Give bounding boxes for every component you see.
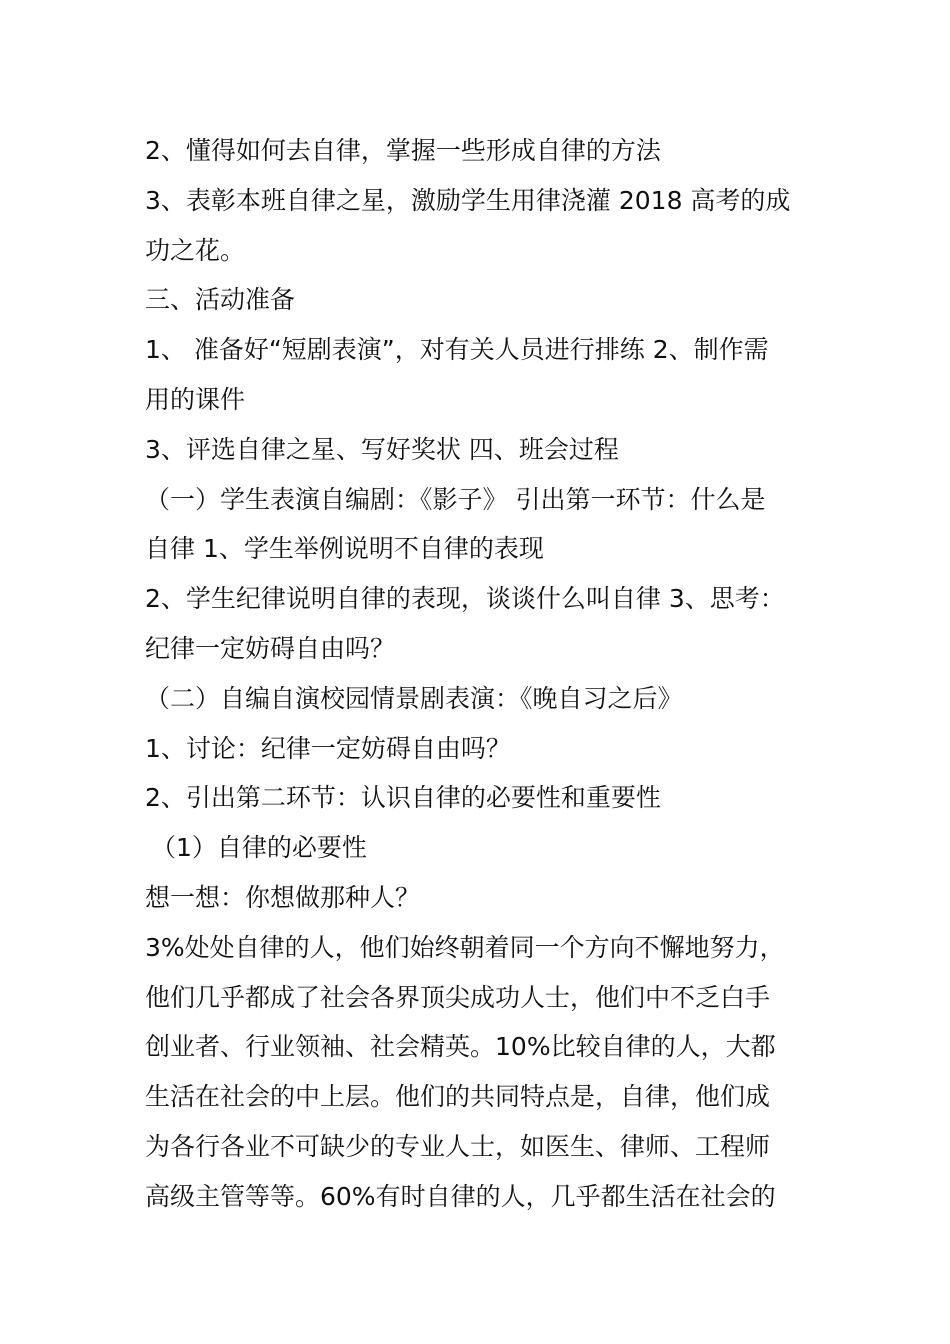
text-line: 创业者、行业领袖、社会精英。10%比较自律的人，大都	[145, 1032, 776, 1062]
text-line: 生活在社会的中上层。他们的共同特点是，自律，他们成	[145, 1082, 771, 1112]
text-line: 纪律一定妨碍自由吗？	[145, 633, 396, 663]
text-line: （一）学生表演自编剧：《影子》 引出第一环节：什么是	[145, 484, 766, 514]
text-line: （二）自编自演校园情景剧表演：《晚自习之后》	[145, 683, 683, 713]
text-line: 2、引出第二环节：认识自律的必要性和重要性	[145, 783, 661, 813]
text-line: 为各行各业不可缺少的专业人士，如医生、律师、工程师	[145, 1131, 771, 1161]
text-line: 1、 准备好“短剧表演”，对有关人员进行排练 2、制作需	[145, 335, 769, 365]
text-line: 功之花。	[145, 235, 246, 265]
document-body	[145, 126, 815, 1222]
text-line: 3%处处自律的人，他们始终朝着同一个方向不懈地努力，	[145, 932, 785, 962]
subheading-line: （1）自律的必要性	[151, 833, 367, 863]
text-line: 他们几乎都成了社会各界顶尖成功人士，他们中不乏白手	[145, 982, 771, 1012]
section-heading: 三、活动准备	[145, 285, 296, 315]
text-line: 3、表彰本班自律之星，激励学生用律浇灌 2018 高考的成	[145, 185, 791, 215]
text-line: 2、懂得如何去自律，掌握一些形成自律的方法	[145, 136, 661, 165]
text-line: 高级主管等等。60%有时自律的人，几乎都生活在社会的	[145, 1181, 776, 1211]
text-line: 2、学生纪律说明自律的表现，谈谈什么叫自律 3、思考：	[145, 584, 785, 614]
text-line: 1、讨论：纪律一定妨碍自由吗？	[145, 733, 511, 763]
text-line: 想一想：你想做那种人？	[145, 882, 421, 912]
text-line: 自律 1、学生举例说明不自律的表现	[145, 534, 544, 564]
text-line: 3、评选自律之星、写好奖状 四、班会过程	[145, 434, 619, 464]
text-line: 用的课件	[145, 384, 246, 414]
